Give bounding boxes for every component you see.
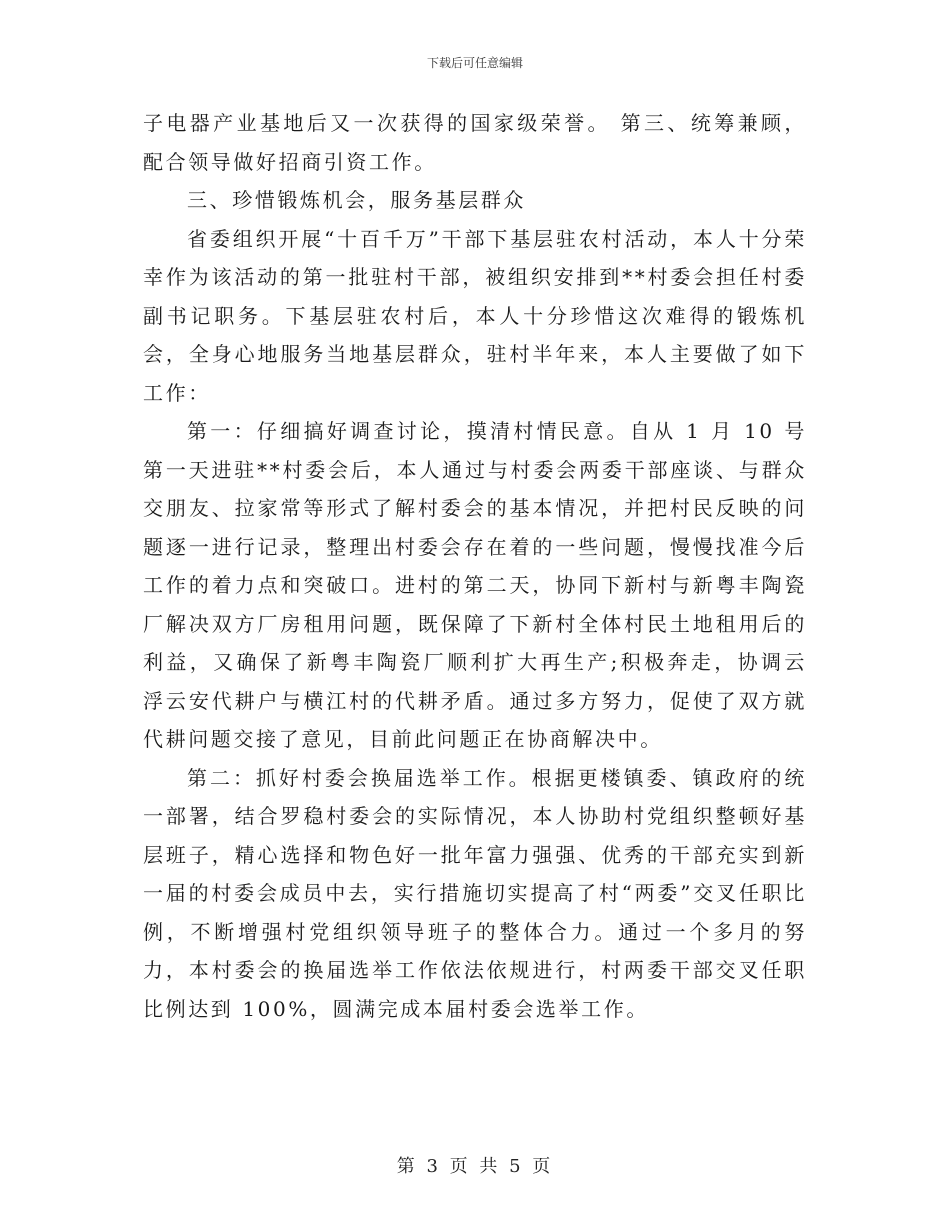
page-header: 下载后可任意编辑	[426, 56, 523, 70]
paragraph-second-task: 第二：抓好村委会换届选举工作。根据更楼镇委、镇政府的统一部署，结合罗稳村委会的实际情况，本人协助村党组织整顿好基层班子，精心选择和物色好一批年富力强强、优秀的干部充实到新一届的村委会成员中去，实行措施切实提高了村“两委”交叉任职比例，不断增强村党组织领导班子的整体合力。通过一个多月的努力，本村委会的换届选举工作依法依规进行，村两委干部交叉任职比例达到 100%，圆满完成本届村委会选举工作。	[143, 765, 807, 1021]
paragraph-continuation: 子电器产业基地后又一次获得的国家级荣誉。 第三、统筹兼顾，配合领导做好招商引资工作。	[143, 111, 807, 174]
paragraph-first-task: 第一：仔细搞好调查讨论，摸清村情民意。自从 1 月 10 号第一天进驻**村委会后，本人通过与村委会两委干部座谈、与群众交朋友、拉家常等形式了解村委会的基本情况，并把村民反映的问题逐一进行记录，整理出村委会存在着的一些问题，慢慢找准今后工作的着力点和突破口。进村的第二天，协同下新村与新粤丰陶瓷厂解决双方厂房租用问题，既保障了下新村全体村民土地租用后的利益，又确保了新粤丰陶瓷厂顺利扩大再生产;积极奔走，协调云浮云安代耕户与横江村的代耕矛盾。通过多方努力，促使了双方就代耕问题交接了意见，目前此问题正在协商解决中。	[143, 419, 807, 751]
paragraph-intro: 省委组织开展“十百千万”干部下基层驻农村活动，本人十分荣幸作为该活动的第一批驻村干部，被组织安排到**村委会担任村委副书记职务。下基层驻农村后，本人十分珍惜这次难得的锻炼机会，全身心地服务当地基层群众，驻村半年来，本人主要做了如下工作：	[143, 226, 807, 405]
section-heading: 三、珍惜锻炼机会，服务基层群众	[187, 188, 526, 212]
page-number: 第 3 页 共 5 页	[396, 1156, 554, 1177]
document-body	[143, 104, 807, 1028]
